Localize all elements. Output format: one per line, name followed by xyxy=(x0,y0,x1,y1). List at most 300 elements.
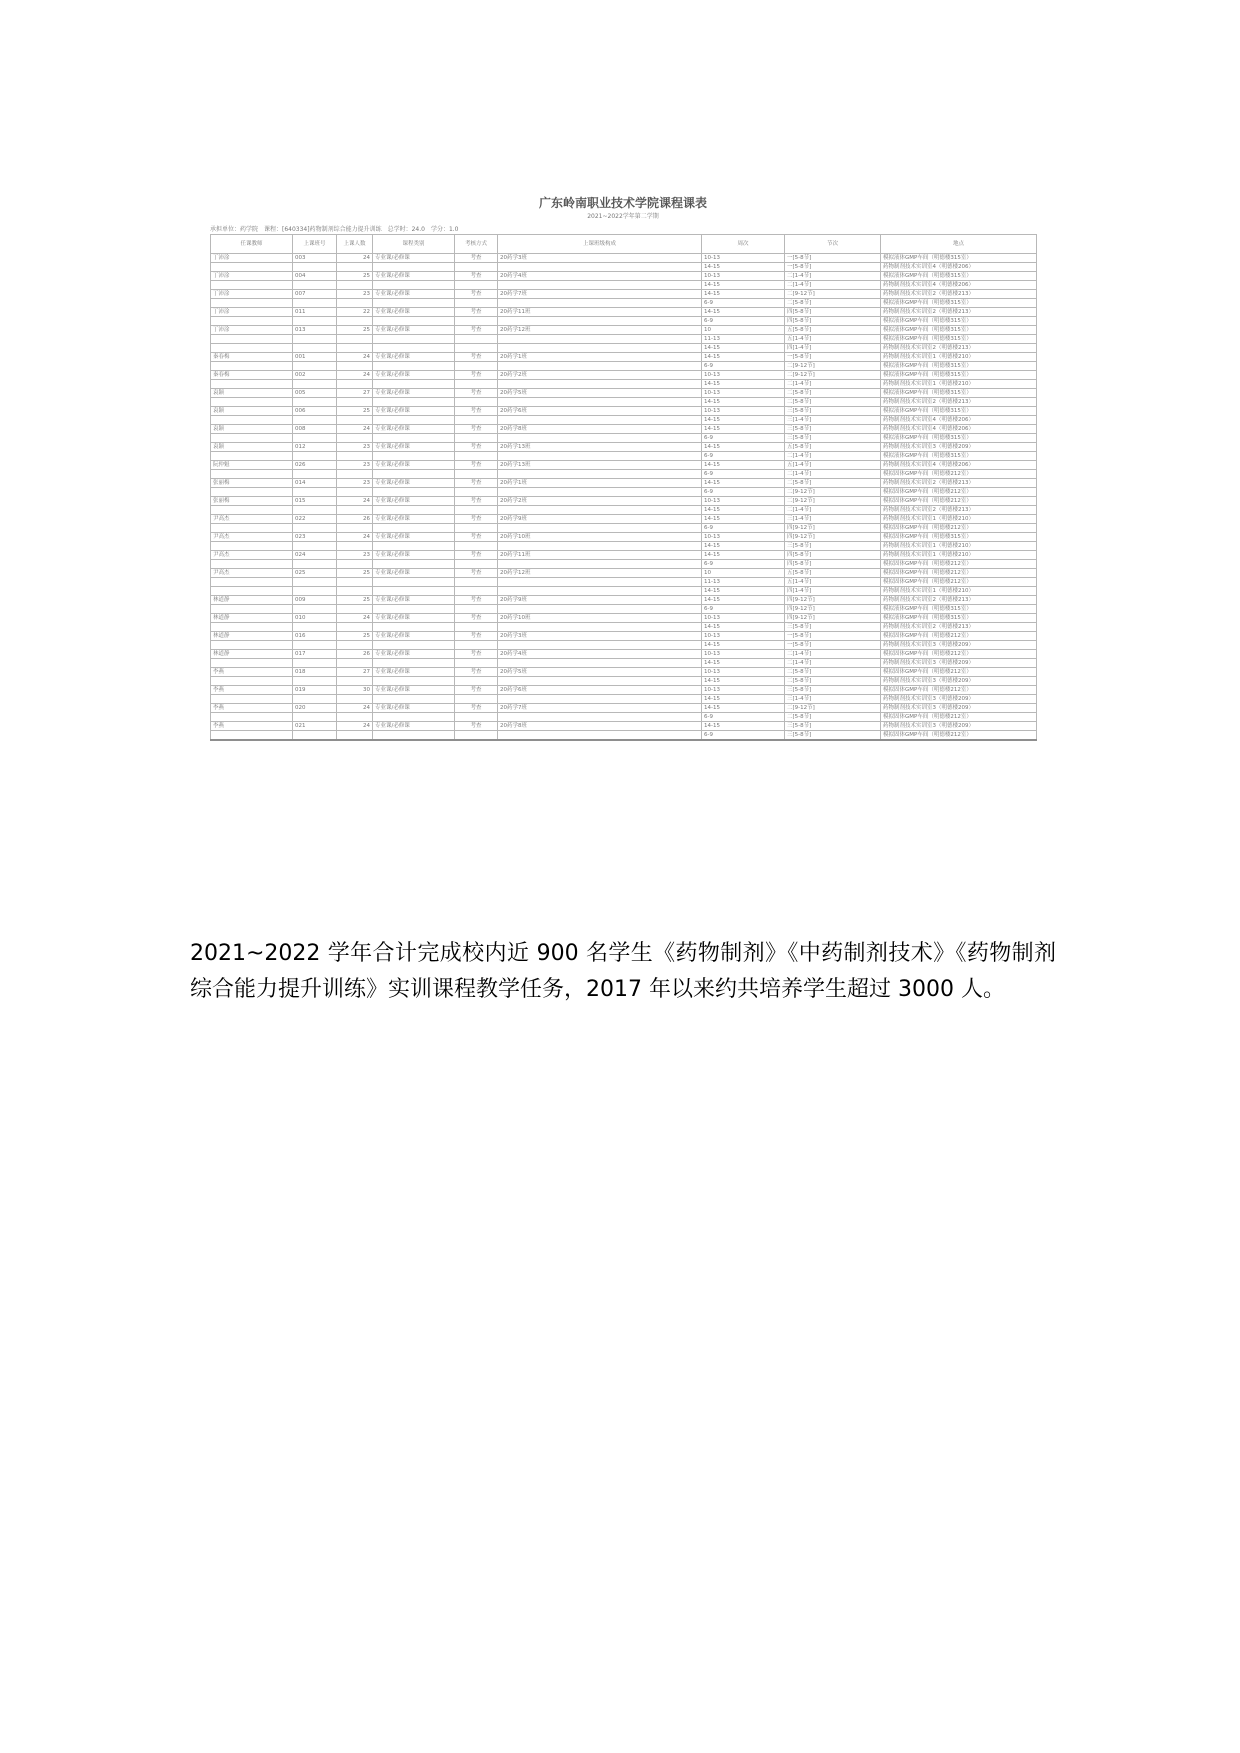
table-cell: 考查 xyxy=(455,632,498,641)
table-row xyxy=(211,335,1037,344)
table-cell: 23 xyxy=(337,551,373,560)
table-cell: 14-15 xyxy=(702,695,785,704)
table-cell: 024 xyxy=(293,551,337,560)
table-cell xyxy=(455,362,498,371)
table-cell: 24 xyxy=(337,533,373,542)
table-cell xyxy=(293,605,337,614)
table-cell: 002 xyxy=(293,371,337,380)
table-cell: 6-9 xyxy=(702,362,785,371)
table-cell: 模拟固体GMP车间（明德楼212室） xyxy=(881,470,1037,479)
table-cell: 模拟固体GMP车间（明德楼212室） xyxy=(881,497,1037,506)
table-cell xyxy=(211,380,293,389)
table-cell xyxy=(211,731,293,741)
table-cell: 专业课/必修课 xyxy=(373,326,455,335)
table-cell xyxy=(373,398,455,407)
table-cell: 二[5-8节] xyxy=(785,668,881,677)
table-cell: 专业课/必修课 xyxy=(373,515,455,524)
table-row xyxy=(211,650,1037,659)
table-cell: 考查 xyxy=(455,443,498,452)
table-cell: 23 xyxy=(337,479,373,488)
table-cell: 30 xyxy=(337,686,373,695)
table-cell xyxy=(337,713,373,722)
table-cell: 14-15 xyxy=(702,443,785,452)
table-cell: 专业课/必修课 xyxy=(373,389,455,398)
table-cell xyxy=(211,524,293,533)
table-cell: 药物制剂技术实训室4（明德楼206） xyxy=(881,461,1037,470)
table-cell: 6-9 xyxy=(702,713,785,722)
table-cell: 017 xyxy=(293,650,337,659)
table-row xyxy=(211,632,1037,641)
table-cell: 专业课/必修课 xyxy=(373,353,455,362)
table-cell xyxy=(373,416,455,425)
table-cell: 14-15 xyxy=(702,290,785,299)
table-cell xyxy=(337,578,373,587)
table-cell: 二[9-12节] xyxy=(785,497,881,506)
table-cell: 模拟液体GMP车间（明德楼315室） xyxy=(881,299,1037,308)
table-row xyxy=(211,371,1037,380)
table-cell xyxy=(211,677,293,686)
table-cell: 林道静 xyxy=(211,632,293,641)
table-cell: 药物制剂技术实训室2（明德楼213） xyxy=(881,398,1037,407)
table-cell: 三[5-8节] xyxy=(785,542,881,551)
table-cell: 14-15 xyxy=(702,263,785,272)
table-cell xyxy=(455,560,498,569)
table-cell xyxy=(211,317,293,326)
table-cell xyxy=(373,488,455,497)
table-cell: 模拟液体GMP车间（明德楼315室） xyxy=(881,389,1037,398)
table-cell: 6-9 xyxy=(702,470,785,479)
table-cell xyxy=(498,659,702,668)
table-cell: 四[5-8节] xyxy=(785,560,881,569)
table-cell: 模拟固体GMP车间（明德楼212室） xyxy=(881,524,1037,533)
table-cell: 考查 xyxy=(455,686,498,695)
table-cell: 三[5-8节] xyxy=(785,623,881,632)
schedule-title: 广东岭南职业技术学院课程课表 xyxy=(538,196,707,210)
table-cell: 专业课/必修课 xyxy=(373,704,455,713)
table-cell: 14-15 xyxy=(702,659,785,668)
table-cell xyxy=(211,506,293,515)
table-cell: 014 xyxy=(293,479,337,488)
schedule-meta: 承担单位：药学院 课程：[640334]药物制剂综合能力提升训练 总学时：24.0 学分：1.0 xyxy=(210,226,459,233)
table-cell: 二[9-12节] xyxy=(785,362,881,371)
table-cell: 20药学10班 xyxy=(498,533,702,542)
table-cell xyxy=(337,452,373,461)
table-cell xyxy=(211,344,293,353)
table-cell xyxy=(337,560,373,569)
table-cell xyxy=(498,317,702,326)
table-cell: 27 xyxy=(337,668,373,677)
table-cell: 药物制剂技术实训室2（明德楼213） xyxy=(881,623,1037,632)
column-header: 课程类别 xyxy=(373,235,455,254)
table-cell: 考查 xyxy=(455,272,498,281)
table-cell: 三[5-8节] xyxy=(785,686,881,695)
table-cell: 考查 xyxy=(455,389,498,398)
table-cell: 药物制剂技术实训室3（明德楼209） xyxy=(881,677,1037,686)
table-cell: 二[5-8节] xyxy=(785,479,881,488)
table-cell: 药物制剂技术实训室1（明德楼210） xyxy=(881,587,1037,596)
table-row xyxy=(211,281,1037,290)
table-cell xyxy=(498,398,702,407)
table-row xyxy=(211,461,1037,470)
table-cell xyxy=(373,605,455,614)
table-cell: 20药学1班 xyxy=(498,479,702,488)
table-cell: 14-15 xyxy=(702,515,785,524)
table-cell: 秦春梅 xyxy=(211,371,293,380)
table-cell: 011 xyxy=(293,308,337,317)
table-cell: 阮仲魁 xyxy=(211,461,293,470)
table-cell: 013 xyxy=(293,326,337,335)
table-cell: 模拟液体GMP车间（明德楼315室） xyxy=(881,335,1037,344)
table-cell xyxy=(455,317,498,326)
table-cell: 20药学2班 xyxy=(498,371,702,380)
table-cell xyxy=(293,506,337,515)
table-cell xyxy=(293,560,337,569)
column-header: 上课班号 xyxy=(293,235,337,254)
table-cell: 模拟固体GMP车间（明德楼212室） xyxy=(881,713,1037,722)
table-cell: 023 xyxy=(293,533,337,542)
table-cell: 二[9-12节] xyxy=(785,488,881,497)
table-cell: 药物制剂技术实训室1（明德楼210） xyxy=(881,551,1037,560)
table-row xyxy=(211,524,1037,533)
table-cell xyxy=(455,677,498,686)
table-cell xyxy=(293,416,337,425)
table-cell xyxy=(293,452,337,461)
table-cell: 药物制剂技术实训室2（明德楼213） xyxy=(881,506,1037,515)
table-cell: 专业课/必修课 xyxy=(373,668,455,677)
table-cell xyxy=(373,380,455,389)
table-cell xyxy=(455,299,498,308)
table-cell: 二[1-4节] xyxy=(785,452,881,461)
table-cell: 10-13 xyxy=(702,533,785,542)
table-cell: 24 xyxy=(337,704,373,713)
table-cell: 10-13 xyxy=(702,389,785,398)
table-cell xyxy=(455,713,498,722)
table-cell xyxy=(498,605,702,614)
table-row xyxy=(211,407,1037,416)
body-paragraph: 2021~2022 学年合计完成校内近 900 名学生《药物制剂》《中药制剂技术》《药物制剂综合能力提升训练》实训课程教学任务，2017 年以来约共培养学生超过 3000 人。 xyxy=(190,941,1056,1002)
table-cell: 6-9 xyxy=(702,434,785,443)
table-cell xyxy=(293,299,337,308)
table-cell xyxy=(373,659,455,668)
table-row xyxy=(211,668,1037,677)
table-cell xyxy=(455,335,498,344)
table-cell xyxy=(293,335,337,344)
table-cell: 专业课/必修课 xyxy=(373,569,455,578)
table-cell: 005 xyxy=(293,389,337,398)
table-cell: 模拟液体GMP车间（明德楼315室） xyxy=(881,614,1037,623)
table-cell: 25 xyxy=(337,407,373,416)
table-row xyxy=(211,515,1037,524)
table-row xyxy=(211,596,1037,605)
table-cell: 考查 xyxy=(455,704,498,713)
table-cell: 24 xyxy=(337,371,373,380)
table-row xyxy=(211,308,1037,317)
column-header: 考核方式 xyxy=(455,235,498,254)
table-cell: 14-15 xyxy=(702,398,785,407)
table-cell xyxy=(373,434,455,443)
table-cell: 6-9 xyxy=(702,488,785,497)
table-row xyxy=(211,263,1037,272)
table-cell: 14-15 xyxy=(702,587,785,596)
table-cell: 专业课/必修课 xyxy=(373,596,455,605)
table-cell: 016 xyxy=(293,632,337,641)
table-cell: 20药学2班 xyxy=(498,497,702,506)
table-cell xyxy=(498,506,702,515)
table-cell: 模拟固体GMP车间（明德楼315室） xyxy=(881,533,1037,542)
table-cell: 专业课/必修课 xyxy=(373,272,455,281)
table-cell: 袁颖 xyxy=(211,443,293,452)
table-cell xyxy=(211,623,293,632)
table-row xyxy=(211,623,1037,632)
table-cell xyxy=(337,731,373,741)
table-cell: 14-15 xyxy=(702,623,785,632)
table-cell: 袁颖 xyxy=(211,389,293,398)
table-row xyxy=(211,272,1037,281)
table-cell xyxy=(337,434,373,443)
table-cell xyxy=(373,731,455,741)
table-cell: 专业课/必修课 xyxy=(373,614,455,623)
table-cell xyxy=(211,434,293,443)
table-cell: 三[5-8节] xyxy=(785,731,881,741)
table-cell: 专业课/必修课 xyxy=(373,632,455,641)
column-header: 地点 xyxy=(881,235,1037,254)
table-cell: 20药学9班 xyxy=(498,596,702,605)
table-cell: 模拟固体GMP车间（明德楼212室） xyxy=(881,731,1037,741)
table-cell xyxy=(211,263,293,272)
table-cell xyxy=(498,470,702,479)
table-cell: 五[5-8节] xyxy=(785,326,881,335)
table-cell: 一[5-8节] xyxy=(785,632,881,641)
table-cell: 专业课/必修课 xyxy=(373,290,455,299)
table-cell: 药物制剂技术实训室2（明德楼213） xyxy=(881,596,1037,605)
table-cell xyxy=(211,416,293,425)
table-cell xyxy=(293,587,337,596)
table-cell: 药物制剂技术实训室4（明德楼206） xyxy=(881,416,1037,425)
table-cell: 药物制剂技术实训室2（明德楼213） xyxy=(881,344,1037,353)
table-cell: 20药学3班 xyxy=(498,254,702,263)
table-cell: 模拟固体GMP车间（明德楼212室） xyxy=(881,488,1037,497)
table-cell: 三[5-8节] xyxy=(785,425,881,434)
table-cell: 14-15 xyxy=(702,461,785,470)
table-cell: 五[5-8节] xyxy=(785,569,881,578)
table-cell: 006 xyxy=(293,407,337,416)
table-cell xyxy=(211,578,293,587)
table-cell xyxy=(293,623,337,632)
table-cell: 6-9 xyxy=(702,524,785,533)
column-header: 任课教师 xyxy=(211,235,293,254)
table-cell: 25 xyxy=(337,569,373,578)
table-cell: 丁沛涂 xyxy=(211,254,293,263)
table-cell: 药物制剂技术实训室3（明德楼209） xyxy=(881,443,1037,452)
table-cell: 尹高杰 xyxy=(211,515,293,524)
table-row xyxy=(211,731,1037,741)
table-cell: 秦春梅 xyxy=(211,353,293,362)
table-cell: 20药学12班 xyxy=(498,326,702,335)
table-cell xyxy=(455,281,498,290)
table-cell: 20药学12班 xyxy=(498,569,702,578)
table-cell: 20药学3班 xyxy=(498,632,702,641)
column-header: 周次 xyxy=(702,235,785,254)
table-cell xyxy=(498,677,702,686)
table-row xyxy=(211,470,1037,479)
table-cell: 10-13 xyxy=(702,668,785,677)
table-cell: 二[1-4节] xyxy=(785,272,881,281)
table-cell xyxy=(337,488,373,497)
table-cell xyxy=(211,470,293,479)
table-cell xyxy=(373,560,455,569)
table-cell: 模拟液体GMP车间（明德楼315室） xyxy=(881,452,1037,461)
table-cell: 四[9-12节] xyxy=(785,605,881,614)
table-cell: 25 xyxy=(337,272,373,281)
table-cell xyxy=(455,542,498,551)
table-row xyxy=(211,686,1037,695)
table-cell: 药物制剂技术实训室3（明德楼209） xyxy=(881,695,1037,704)
table-cell: 14-15 xyxy=(702,479,785,488)
table-cell: 四[9-12节] xyxy=(785,533,881,542)
table-cell xyxy=(373,299,455,308)
table-cell xyxy=(498,713,702,722)
table-cell xyxy=(455,263,498,272)
table-cell xyxy=(293,398,337,407)
table-cell xyxy=(337,506,373,515)
table-header-row xyxy=(211,235,1037,254)
table-row xyxy=(211,659,1037,668)
table-cell xyxy=(455,623,498,632)
table-cell: 20药学13班 xyxy=(498,461,702,470)
table-row xyxy=(211,434,1037,443)
table-cell xyxy=(211,452,293,461)
table-cell xyxy=(498,299,702,308)
table-cell: 考查 xyxy=(455,326,498,335)
table-cell: 二[1-4节] xyxy=(785,470,881,479)
table-cell xyxy=(498,695,702,704)
table-row xyxy=(211,452,1037,461)
table-cell xyxy=(337,524,373,533)
table-cell: 专业课/必修课 xyxy=(373,686,455,695)
table-cell: 二[9-12节] xyxy=(785,704,881,713)
table-cell: 14-15 xyxy=(702,551,785,560)
table-cell xyxy=(293,578,337,587)
table-cell xyxy=(455,695,498,704)
table-cell: 丁沛涂 xyxy=(211,308,293,317)
table-cell: 林道静 xyxy=(211,596,293,605)
table-cell: 20药学9班 xyxy=(498,515,702,524)
table-row xyxy=(211,380,1037,389)
table-cell: 14-15 xyxy=(702,506,785,515)
table-cell xyxy=(498,452,702,461)
table-cell: 一[5-8节] xyxy=(785,641,881,650)
table-cell: 四[1-4节] xyxy=(785,344,881,353)
table-cell: 四[1-4节] xyxy=(785,587,881,596)
table-cell xyxy=(337,317,373,326)
table-cell: 李燕 xyxy=(211,686,293,695)
table-cell xyxy=(337,398,373,407)
table-cell xyxy=(337,362,373,371)
table-cell xyxy=(373,695,455,704)
table-row xyxy=(211,605,1037,614)
table-cell xyxy=(373,317,455,326)
table-cell: 李燕 xyxy=(211,722,293,731)
table-cell: 药物制剂技术实训室4（明德楼206） xyxy=(881,425,1037,434)
table-cell: 考查 xyxy=(455,497,498,506)
table-cell xyxy=(498,344,702,353)
table-cell xyxy=(293,434,337,443)
table-row xyxy=(211,713,1037,722)
table-row xyxy=(211,677,1037,686)
table-cell xyxy=(211,659,293,668)
table-cell: 李燕 xyxy=(211,668,293,677)
table-row xyxy=(211,533,1037,542)
table-cell: 24 xyxy=(337,254,373,263)
table-cell xyxy=(211,488,293,497)
table-cell: 6-9 xyxy=(702,317,785,326)
table-cell xyxy=(211,695,293,704)
table-cell: 考查 xyxy=(455,407,498,416)
table-cell: 四[5-8节] xyxy=(785,317,881,326)
table-cell: 四[5-8节] xyxy=(785,308,881,317)
table-cell: 模拟固体GMP车间（明德楼212室） xyxy=(881,686,1037,695)
table-cell xyxy=(293,677,337,686)
table-cell: 14-15 xyxy=(702,416,785,425)
table-cell: 专业课/必修课 xyxy=(373,443,455,452)
table-cell xyxy=(498,263,702,272)
table-cell: 14-15 xyxy=(702,722,785,731)
table-cell xyxy=(498,335,702,344)
table-cell xyxy=(373,542,455,551)
schedule-table xyxy=(210,234,1037,741)
table-cell: 模拟固体GMP车间（明德楼212室） xyxy=(881,569,1037,578)
table-cell xyxy=(373,623,455,632)
table-cell: 考查 xyxy=(455,353,498,362)
table-cell: 模拟液体GMP车间（明德楼315室） xyxy=(881,434,1037,443)
table-cell: 019 xyxy=(293,686,337,695)
table-cell xyxy=(293,524,337,533)
table-cell: 14-15 xyxy=(702,641,785,650)
table-cell xyxy=(498,731,702,741)
table-cell xyxy=(337,695,373,704)
table-cell: 22 xyxy=(337,308,373,317)
table-cell: 14-15 xyxy=(702,425,785,434)
table-cell: 尹高杰 xyxy=(211,569,293,578)
table-cell: 018 xyxy=(293,668,337,677)
table-cell xyxy=(373,524,455,533)
table-cell xyxy=(455,416,498,425)
table-cell: 二[5-8节] xyxy=(785,389,881,398)
table-cell: 24 xyxy=(337,614,373,623)
table-cell: 26 xyxy=(337,515,373,524)
table-cell: 五[1-4节] xyxy=(785,335,881,344)
table-cell: 10 xyxy=(702,326,785,335)
table-cell xyxy=(498,281,702,290)
table-cell: 14-15 xyxy=(702,704,785,713)
table-row xyxy=(211,488,1037,497)
table-cell xyxy=(498,623,702,632)
table-cell xyxy=(211,335,293,344)
table-cell: 10-13 xyxy=(702,272,785,281)
table-cell xyxy=(498,542,702,551)
table-cell: 012 xyxy=(293,443,337,452)
table-cell: 三[5-8节] xyxy=(785,434,881,443)
table-cell xyxy=(373,452,455,461)
table-cell: 6-9 xyxy=(702,731,785,741)
table-cell: 专业课/必修课 xyxy=(373,497,455,506)
table-cell: 11-13 xyxy=(702,335,785,344)
table-cell: 模拟固体GMP车间（明德楼212室） xyxy=(881,650,1037,659)
table-cell: 14-15 xyxy=(702,344,785,353)
table-cell xyxy=(498,641,702,650)
table-cell xyxy=(293,317,337,326)
table-row xyxy=(211,479,1037,488)
